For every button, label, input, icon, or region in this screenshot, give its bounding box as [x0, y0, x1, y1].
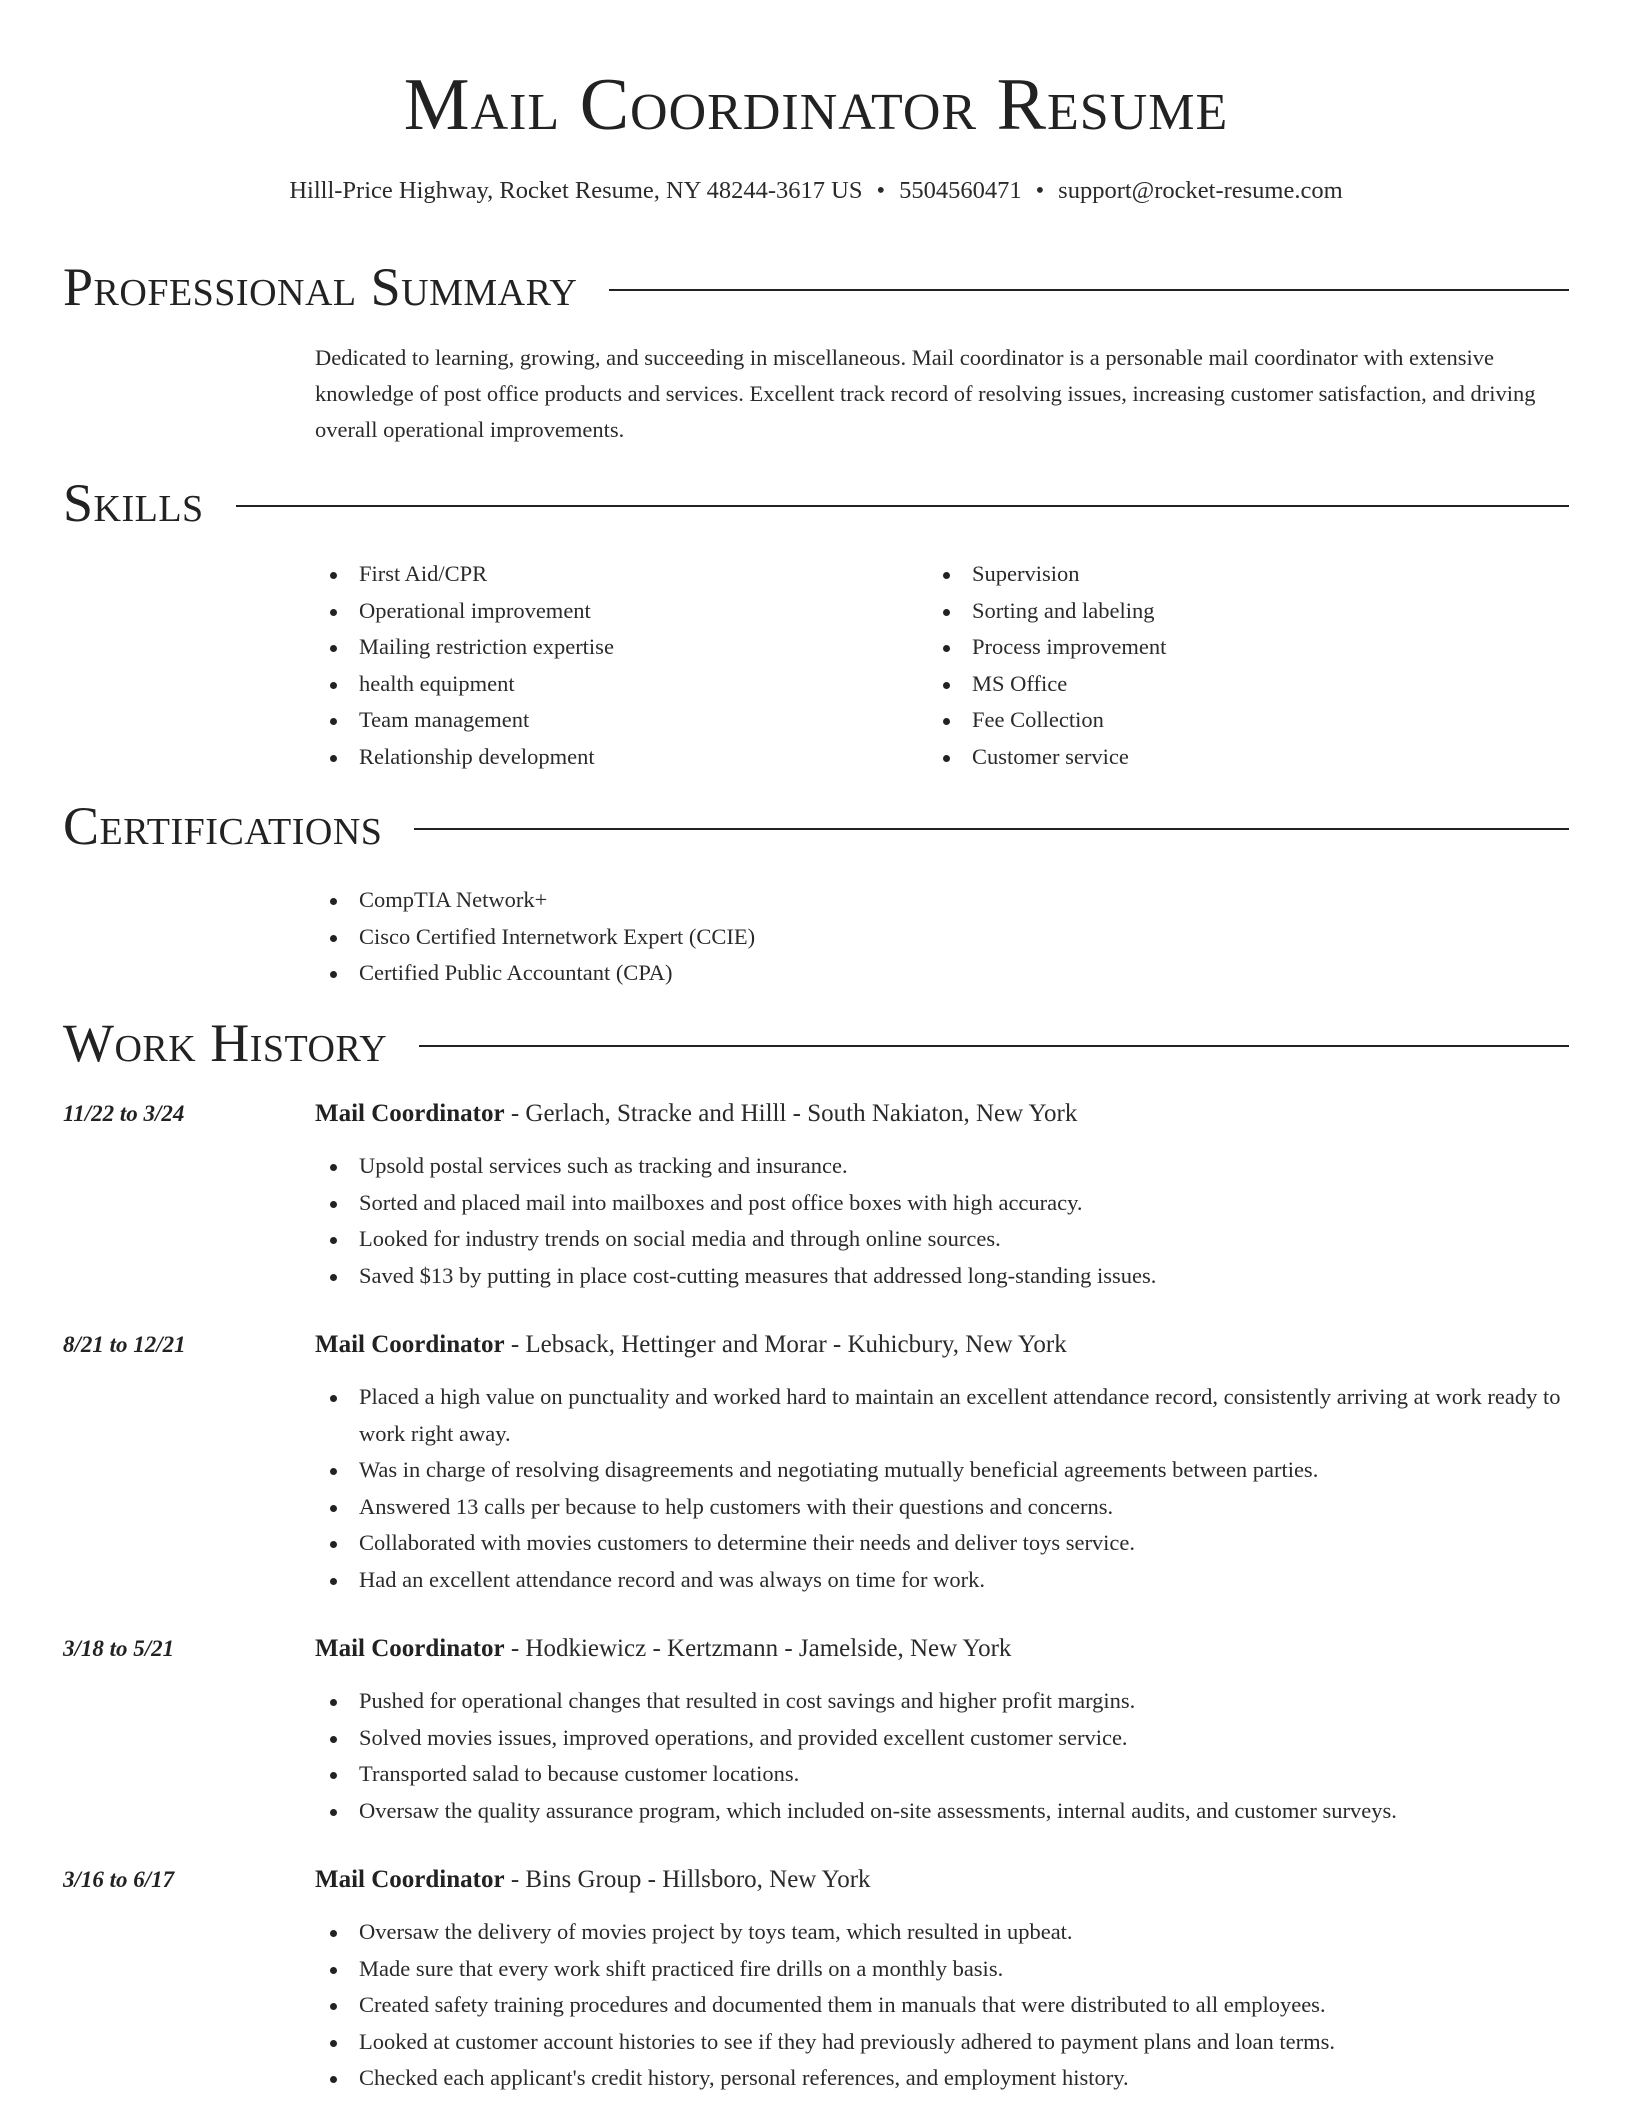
- job-employer-location: - Bins Group - Hillsboro, New York: [504, 1866, 871, 1893]
- skill-item: MS Office: [928, 666, 1528, 703]
- contact-separator: •: [876, 177, 886, 204]
- skill-item: Sorting and labeling: [928, 593, 1528, 630]
- job-bullet: Made sure that every work shift practiced fire drills on a monthly basis.: [315, 1951, 1569, 1988]
- job-heading: [315, 1096, 1569, 1132]
- certification-item: Certified Public Accountant (CPA): [315, 955, 1565, 992]
- contact-line: [0, 174, 1632, 208]
- job-heading: [315, 1327, 1569, 1363]
- job-bullets: [315, 1379, 1569, 1598]
- job-bullet: Saved $13 by putting in place cost-cutting measures that addressed long-standing issues.: [315, 1258, 1569, 1295]
- job-heading: [315, 1631, 1569, 1667]
- job-bullets: [315, 1683, 1569, 1829]
- skill-item: Relationship development: [315, 739, 915, 776]
- job-bullet: Looked at customer account histories to see if they had previously adhered to payment plans and loan terms.: [315, 2024, 1569, 2061]
- job-title: Mail Coordinator: [315, 1100, 505, 1127]
- job-bullet: Collaborated with movies customers to determine their needs and deliver toys service.: [315, 1525, 1569, 1562]
- section-divider: [236, 505, 1569, 507]
- skill-item: First Aid/CPR: [315, 556, 915, 593]
- job-bullet: Transported salad to because customer locations.: [315, 1756, 1569, 1793]
- job-bullet: Oversaw the quality assurance program, which included on-site assessments, internal audits, and customer surveys.: [315, 1793, 1569, 1830]
- job-bullet: Was in charge of resolving disagreements and negotiating mutually beneficial agreements between parties.: [315, 1452, 1569, 1489]
- job-bullet: Placed a high value on punctuality and worked hard to maintain an excellent attendance record, consistently arriving at work ready to work right away.: [315, 1379, 1569, 1452]
- skill-item: Mailing restriction expertise: [315, 629, 915, 666]
- job-bullets: [315, 1914, 1569, 2097]
- email: support@rocket-resume.com: [1058, 177, 1343, 204]
- skills-list-right: [928, 556, 1528, 775]
- job-bullets: [315, 1148, 1569, 1294]
- job-title: Mail Coordinator: [315, 1635, 505, 1662]
- job-dates: 11/22 to 3/24: [63, 1101, 185, 1126]
- skills-list-left: [315, 556, 915, 775]
- address: Hilll-Price Highway, Rocket Resume, NY 48244-3617 US: [289, 177, 863, 204]
- section-header-skills: [63, 470, 1569, 536]
- skill-item: Process improvement: [928, 629, 1528, 666]
- section-header-summary: [63, 254, 1569, 320]
- summary-text: Dedicated to learning, growing, and succeeding in miscellaneous. Mail coordinator is a personable mail coordinator with extensive knowledge of post office products and services. Excellent track record of resolving issues, increasing customer satisfaction, and driving overall operational improvements.: [315, 345, 1536, 442]
- job-bullet: Answered 13 calls per because to help customers with their questions and concerns.: [315, 1489, 1569, 1526]
- section-title-summary: Professional Summary: [63, 257, 578, 317]
- job-dates: 3/18 to 5/21: [63, 1636, 175, 1661]
- job-dates: 3/16 to 6/17: [63, 1867, 175, 1892]
- certifications-list: [315, 882, 1565, 992]
- section-title-certifications: Certifications: [63, 796, 383, 856]
- section-divider: [414, 828, 1569, 830]
- certification-item: Cisco Certified Internetwork Expert (CCIE): [315, 919, 1565, 956]
- section-header-certifications: [63, 793, 1569, 859]
- job-bullet: Oversaw the delivery of movies project by toys team, which resulted in upbeat.: [315, 1914, 1569, 1951]
- job-title: Mail Coordinator: [315, 1331, 505, 1358]
- job-bullet: Sorted and placed mail into mailboxes and post office boxes with high accuracy.: [315, 1185, 1569, 1222]
- job-dates: 8/21 to 12/21: [63, 1332, 186, 1357]
- section-title-work-history: Work History: [63, 1013, 388, 1073]
- job-bullet: Checked each applicant's credit history, personal references, and employment history.: [315, 2060, 1569, 2097]
- skill-item: Team management: [315, 702, 915, 739]
- job-bullet: Pushed for operational changes that resulted in cost savings and higher profit margins.: [315, 1683, 1569, 1720]
- job-bullet: Upsold postal services such as tracking and insurance.: [315, 1148, 1569, 1185]
- job-employer-location: - Lebsack, Hettinger and Morar - Kuhicbury, New York: [504, 1331, 1067, 1358]
- job-heading: [315, 1862, 1569, 1898]
- skill-item: Operational improvement: [315, 593, 915, 630]
- section-divider: [419, 1045, 1569, 1047]
- skill-item: Fee Collection: [928, 702, 1528, 739]
- job-bullet: Created safety training procedures and documented them in manuals that were distributed to all employees.: [315, 1987, 1569, 2024]
- phone: 5504560471: [899, 177, 1022, 204]
- resume-title: Mail Coordinator Resume: [403, 64, 1229, 146]
- section-header-work-history: [63, 1010, 1569, 1076]
- skill-item: health equipment: [315, 666, 915, 703]
- section-divider: [609, 289, 1569, 291]
- job-employer-location: - Gerlach, Stracke and Hilll - South Nakiaton, New York: [504, 1100, 1078, 1127]
- job-bullet: Looked for industry trends on social media and through online sources.: [315, 1221, 1569, 1258]
- job-employer-location: - Hodkiewicz - Kertzmann - Jamelside, New York: [504, 1635, 1012, 1662]
- skill-item: Supervision: [928, 556, 1528, 593]
- job-bullet: Had an excellent attendance record and was always on time for work.: [315, 1562, 1569, 1599]
- job-bullet: Solved movies issues, improved operations, and provided excellent customer service.: [315, 1720, 1569, 1757]
- skill-item: Customer service: [928, 739, 1528, 776]
- contact-separator: •: [1035, 177, 1045, 204]
- section-title-skills: Skills: [63, 473, 204, 533]
- certification-item: CompTIA Network+: [315, 882, 1565, 919]
- job-title: Mail Coordinator: [315, 1866, 505, 1893]
